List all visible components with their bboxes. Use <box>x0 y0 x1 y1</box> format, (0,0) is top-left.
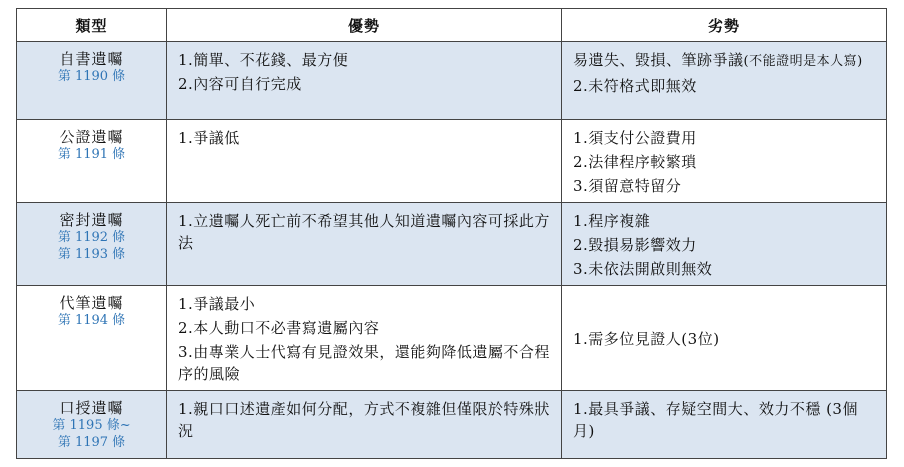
pros-cell <box>167 391 562 459</box>
cons-item: 1.最具爭議、存疑空間大、效力不穩 (3個月) <box>573 400 858 440</box>
article-ref: 第 1195 條~ <box>52 418 131 433</box>
cons-cell <box>562 391 887 459</box>
table-row <box>17 120 887 203</box>
cons-item-main: 易遺失、毀損、筆跡爭議 <box>573 51 744 69</box>
cons-item: 3.須留意特留分 <box>573 177 682 195</box>
header-type: 類型 <box>17 9 167 42</box>
header-row <box>17 9 887 42</box>
cons-item: 1.需多位見證人(3位) <box>573 330 720 348</box>
pros-item: 1.親口口述遺產如何分配，方式不複雜但僅限於特殊狀況 <box>178 400 550 440</box>
header-cons: 劣勢 <box>562 9 887 42</box>
will-types-table <box>16 8 887 459</box>
pros-cell <box>167 120 562 203</box>
type-cell <box>17 203 167 286</box>
pros-item: 1.爭議低 <box>178 129 240 147</box>
pros-item: 1.爭議最小 <box>178 295 256 313</box>
cons-cell <box>562 120 887 203</box>
cons-item: 2.毀損易影響效力 <box>573 236 697 254</box>
pros-item: 1.簡單、不花錢、最方便 <box>178 51 349 69</box>
article-ref: 第 1197 條 <box>57 435 126 450</box>
table-row <box>17 286 887 391</box>
pros-cell <box>167 203 562 286</box>
pros-item: 1.立遺囑人死亡前不希望其他人知道遺囑內容可採此方法 <box>178 212 550 252</box>
header-pros: 優勢 <box>167 9 562 42</box>
article-ref: 第 1194 條 <box>57 313 126 328</box>
cons-item: 2.法律程序較繁瑣 <box>573 153 697 171</box>
cons-cell <box>562 286 887 391</box>
type-cell <box>17 42 167 120</box>
pros-item: 3.由專業人士代寫有見證效果，還能夠降低遺屬不合程序的風險 <box>178 343 550 383</box>
cons-item <box>573 49 875 73</box>
article-ref: 第 1193 條 <box>57 247 126 262</box>
cons-item-note: (不能證明是本人寫) <box>743 54 863 69</box>
will-type-name: 密封遺囑 <box>59 211 124 229</box>
article-ref: 第 1191 條 <box>57 147 126 162</box>
pros-item: 2.內容可自行完成 <box>178 75 302 93</box>
type-cell <box>17 286 167 391</box>
pros-cell <box>167 286 562 391</box>
cons-item: 1.須支付公證費用 <box>573 129 697 147</box>
will-type-name: 口授遺囑 <box>59 399 124 417</box>
cons-cell <box>562 203 887 286</box>
cons-item: 1.程序複雜 <box>573 212 651 230</box>
table-row <box>17 203 887 286</box>
table-row <box>17 42 887 120</box>
cons-item: 3.未依法開啟則無效 <box>573 260 713 278</box>
table-row <box>17 391 887 459</box>
type-cell <box>17 120 167 203</box>
type-cell <box>17 391 167 459</box>
will-type-name: 公證遺囑 <box>59 128 124 146</box>
article-ref: 第 1190 條 <box>57 69 126 84</box>
article-ref: 第 1192 條 <box>57 230 126 245</box>
cons-item: 2.未符格式即無效 <box>573 77 697 95</box>
pros-item: 2.本人動口不必書寫遺屬內容 <box>178 319 380 337</box>
will-type-name: 代筆遺囑 <box>59 294 124 312</box>
pros-cell <box>167 42 562 120</box>
cons-cell <box>562 42 887 120</box>
will-type-name: 自書遺囑 <box>59 50 124 68</box>
